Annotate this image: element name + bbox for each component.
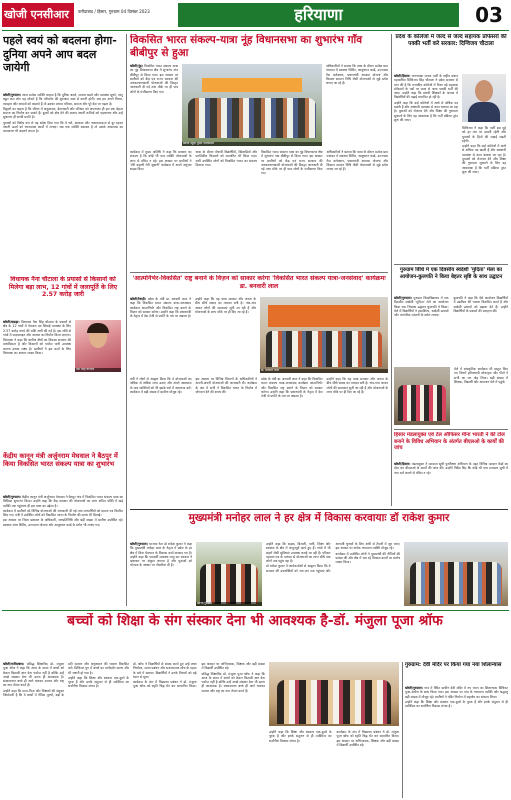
article-headline: प्रदेश के कॉलेजों में जल्द से जल्द सहायक प्रोफेसरों की पक्की भर्ती करे सरकार: दिग्विजय चौटाला (395, 34, 507, 47)
paragraph: विधायक नैना सिंह चौटाला के प्रयासों से क्षेत्र के 12 गांवों में पेयजल एवं सिंचाई व्यवस्था के लिए 2.57 करोड़ रुपये की राशि जारी की गई है। इस राशि से गांवों में पाइपलाइन और जलघर का निर्माण किया जाएगा। (3, 320, 71, 337)
bottom-photo-1 (269, 662, 399, 726)
article-body (405, 686, 508, 796)
article-mudita-mela (394, 267, 508, 427)
paragraph: प्रदेश के मंत्री डा. बनवारी लाल ने कहा कि विकसित भारत संकल्प यात्रा-जनसंवाद कार्यक्रम आत्मनिर्भर और विकसित राष्ट्र बनाने के विज़न को साकार करेगा। उन्होंने कहा कि प्रधानमंत्री के नेतृत्व में देश तेजी से प्रगति के पथ पर अग्रसर है। (130, 297, 192, 319)
article-body-lower (454, 367, 508, 425)
feature-photo-2 (404, 542, 508, 606)
paragraph: उन्होंने कहा कि माता-पिता और शिक्षकों की संयुक्त जिम्मेदारी है कि वे बच्चों में नैतिक मूल्यों, बड़ों के प्रति सम्मान और अनुशासन की भावना विकसित करें। डिजिटल युग में बच्चों का मार्गदर्शन करना और भी जरूरी हो गया है। (3, 662, 129, 698)
portrait-hair (87, 323, 109, 333)
paragraph: जननायक जनता पार्टी के राष्ट्रीय प्रधान महासचिव दिग्विजय सिंह चौटाला ने प्रदेश सरकार से मांग की है कि राजकीय कॉलेजों में रिक्त पड़े सहायक प्रोफेसरों के पदों पर जल्द से जल्द पक्की भर्ती की जाए। उन्होंने कहा कि स्थायी शिक्षकों के अभाव में विद्यार्थियों की पढ़ाई प्रभावित हो रही है। (394, 74, 458, 100)
section-rule (130, 272, 388, 273)
people-row (266, 331, 382, 367)
paragraph: कार्यक्रम के अंत में विद्यालय प्रबंधन ने डॉ. मंजुला पूजा श्रॉफ को स्मृति चिह्न भेंट कर सम्मानित किया। इस अवसर पर अभिभावक, शिक्षक और बड़ी संख्या में विद्यार्थी उपस्थित रहे। (336, 730, 399, 747)
dateline: खोजी/हिसार। (394, 462, 411, 466)
paragraph: उन्होंने कहा कि कई कॉलेजों में आधे से अधिक पद खाली हैं और अस्थायी व्यवस्था से काम चलाया जा रहा है। युवाओं को रोजगार देने और शिक्षा की गुणवत्ता सुधारने के लिए यह आवश्यक है कि भर्ती प्रक्रिया तुरंत शुरू की जाए। (462, 144, 506, 174)
paragraph: कार्यक्रम में उपस्थित लोगों ने मुख्यमंत्री की नीतियों की प्रशंसा की और क्षेत्र में चल रहे विकास कार्यों पर संतोष व्यक्त किया। (335, 551, 400, 565)
sub-body (130, 377, 388, 505)
bottom-right-story (405, 662, 508, 798)
paragraph: उन्होंने कहा कि कई कॉलेजों में आधे से अधिक पद खाली हैं और अस्थायी व्यवस्था से काम चलाया जा रहा है। युवाओं को रोजगार देने और शिक्षा की गुणवत्ता सुधारने के लिए यह आवश्यक है कि भर्ती प्रक्रिया तुरंत शुरू की जाए। (394, 100, 458, 122)
dateline: खोजी/गुरुग्राम। (394, 296, 412, 300)
article-headline: गुरुग्राम: देवी मंदिर पर किया गया नया शिलान्यास (405, 662, 502, 668)
section-title: हरियाणा (294, 5, 343, 24)
paragraph: प्रसिद्ध शिक्षाविद डॉ. मंजुला पूजा श्रॉफ ने कहा कि आज के समय में बच्चों को केवल किताबी ज्ञान देना पर्याप्त नहीं है बल्कि उन्हें अच्छे संस्कार देना भी उतना ही आवश्यक है। संस्कारवान बच्चे ही आगे चलकर समाज और राष्ट्र का नाम रोशन करते हैं। (201, 671, 265, 693)
portrait-photo (462, 74, 506, 122)
paragraph: उन्होंने कहा कि यह यात्रा सरकार और जनता के बीच सीधे संवाद का माध्यम बनी है। गांव-गांव जाकर लोगों की समस्याएं सुनी जा रही हैं और योजनाओं के लाभ मौके पर ही दिए जा रहे हैं। (195, 297, 256, 314)
paragraph: भाजपा नेता डॉ राकेश कुमार ने कहा कि मुख्यमंत्री मनोहर लाल के नेतृत्व में प्रदेश के हर क्षेत्र में बिना भेदभाव के विकास कार्य करवाए गए हैं। उन्होंने कहा कि पारदर्शी व्यवस्था लागू कर सरकार ने भ्रष्टाचार पर अंकुश लगाया है और युवाओं को योग्यता के आधार पर नौकरियां दी हैं। (130, 542, 192, 568)
paragraph: विधायक ने कहा कि ग्रामीण क्षेत्रों का विकास सरकार की प्राथमिकता है और किसानों को पर्याप्त पानी उपलब्ध कराना उनका लक्ष्य है। ग्रामीणों ने इस कार्य के लिए विधायक का आभार व्यक्त किया। (3, 338, 71, 356)
event-photo (260, 297, 388, 373)
dateline: खोजी/गुरुग्राम। (405, 686, 423, 690)
paragraph: विकसित भारत संकल्प यात्रा का नूंह विधानसभा क्षेत्र में शुभारंभ गांव बीबीपुर से किया गया। इस अवसर पर ग्रामीणों को केंद्र एवं राज्य सरकार की जनकल्याणकारी योजनाओं की विस्तृत जानकारी दी गई तथा मौके पर ही पात्र लोगों के पंजीकरण किए गए। (261, 150, 323, 176)
stage-backdrop (268, 305, 380, 327)
article-digvijay (394, 34, 508, 262)
portrait-face (475, 80, 493, 102)
section-rule (394, 429, 508, 430)
dateline: खोजी/बाढड़ा। (3, 320, 20, 324)
crowd-silhouette (188, 98, 316, 138)
feature-photo-1 (196, 542, 262, 606)
paragraph: उन्होंने कहा कि शिक्षा और संस्कार एक-दूसरे के पूरक हैं और इनके संतुलन से ही व्यक्तित्व का सर्वांगीण विकास संभव है। (405, 699, 508, 709)
dateline: खोजी/फरीदाबाद। (3, 662, 25, 666)
article-hisar-commissioner (394, 432, 508, 506)
column-rule (402, 662, 403, 798)
lead-body (130, 150, 388, 268)
paragraph: मेले में सांस्कृतिक कार्यक्रम भी प्रस्तुत किए गए जिनमें हरियाणवी लोकनृत्य और गीतों ने सभी का मन मोह लिया। बड़ी संख्या में शिक्षक, विद्यार्थी और आमजन मेले में पहुंचे। (454, 367, 508, 384)
photo-caption: नैना सिंह चौटाला (75, 368, 121, 372)
article-headline: पहले स्वयं को बदलना होगा-दुनिया अपने आप बदल जायेगी (3, 34, 117, 74)
portrait-body (468, 102, 500, 122)
article-body (3, 320, 71, 448)
paragraph: यात्रा के दौरान मेधावी विद्यार्थियों, खिलाड़ियों और प्रगतिशील किसानों को सम्मानित भी किया गया। सभी उपस्थित लोगों को विकसित भारत का संकल्प दिलाया गया। (195, 150, 257, 167)
article-body-right (462, 126, 506, 260)
paragraph: इस अवसर पर जिला प्रशासन के अधिकारी, जनप्रतिनिधि और बड़ी संख्या में ग्रामीण उपस्थित रहे। स्वास्थ्य जांच शिविर, उज्ज्वला योजना और आयुष्मान कार्ड के स्टॉल भी लगाए गए। (3, 518, 123, 527)
article-headline: हिसार मंडलायुक्त एवं टेल ऑफिसर मीना भारती ने की टोल बनाने के विविध अभियान के अंतर्गत बीएलओ के कार्यों की जांच (394, 432, 505, 452)
people-group (277, 680, 391, 724)
people-group (200, 564, 258, 604)
paragraph: इस अवसर पर विभिन्न विभागों के अधिकारियों ने अपनी-अपनी योजनाओं की जानकारी दी। कार्यक्रम के अंत में सभी ने विकसित भारत के निर्माण में योगदान देने की शपथ ली। (195, 377, 257, 394)
brand-name: खोजी एनसीआर (4, 8, 69, 21)
paragraph: कार्यक्रम में मुख्य अतिथि ने कहा कि सरकार का संकल्प है कि कोई भी पात्र व्यक्ति योजनाओं के लाभ से वंचित न रहे। इस अवसर पर ग्रामीणों ने 'मेरी कहानी मेरी जुबानी' कार्यक्रम में अपने अनुभव साझा किए। (130, 150, 192, 172)
lead-story (130, 34, 388, 270)
paragraph: आज प्रत्येक व्यक्ति चाहता है कि दुनिया बदले, समाज बदले और व्यवस्था सुधरे, परंतु बहुत कम लोग यह सोचते हैं कि परिवर्तन की शुरुआत स्वयं से करनी होगी। जब हम अपने विचार, व्यवहार और आदतों को बदलते हैं तो उसका प्रभाव परिवार, समाज और पूरे देश पर पड़ता है। (3, 93, 123, 106)
paragraph: डॉ राकेश कुमार ने कार्यकर्ताओं से आह्वान किया कि वे सरकार की उपलब्धियों को जन-जन तक पहुंचाएं और आगामी चुनावों के लिए अभी से तैयारी में जुट जाएं। इस अवसर पर अनेक गणमान्य व्यक्ति मौजूद रहे। (266, 542, 400, 573)
people-group (398, 385, 446, 421)
article-meghwal (3, 452, 123, 602)
article-self-change (3, 34, 123, 270)
sub-article (130, 275, 388, 507)
lead-side (326, 64, 388, 146)
article-headline: केंद्रीय कानून मंत्री अर्जुनराम मेघवाल ने बैठपुर में किया विकसित भारत संकल्प यात्रा का शुभारंभ (3, 452, 118, 468)
paragraph: कार्यक्रम में ग्रामीणों को विभिन्न योजनाओं की जानकारी दी गई तथा लाभार्थियों को प्रमाण पत्र वितरित किए गए। मंत्री ने उपस्थित लोगों को विकसित भारत के निर्माण की शपथ भी दिलाई। (3, 508, 123, 518)
paragraph: मंडलायुक्त ने मतदाता सूची पुनरीक्षण अभियान के तहत विभिन्न मतदान केंद्रों का दौरा कर बीएलओ के कार्यों की जांच की। उन्होंने निर्देश दिए कि कोई भी पात्र मतदाता सूची में नाम दर्ज कराने से वंचित न रहे। (394, 462, 508, 475)
article-body (394, 296, 508, 364)
masthead-rule (2, 30, 509, 31)
paragraph: कार्यक्रम के अंत में विद्यालय प्रबंधन ने डॉ. मंजुला पूजा श्रॉफ को स्मृति चिह्न भेंट कर सम्मानित किया। इस अवसर पर अभिभावक, शिक्षक और बड़ी संख्या में विद्यार्थी उपस्थित रहे। (133, 662, 265, 689)
column-rule (391, 34, 392, 506)
section-rule (2, 610, 509, 611)
photo-caption: खोजी/गुरुग्राम (196, 602, 262, 606)
paragraph: विद्वानों का कहना है कि जीवन में अनुशासन, ईमानदारी और परिश्रम को अपनाकर ही हम एक बेहतर समाज का निर्माण कर सकते हैं। दूसरों को दोष देने की बजाय अपनी कमियों को पहचानना और उन्हें सुधारना ही सच्ची प्रगति है। (3, 106, 123, 120)
bottom-col-1 (3, 662, 129, 798)
photo-caption: डा. बनवारी लाल (260, 369, 388, 373)
feature-headline: मुख्यमंत्री मनोहर लाल ने हर क्षेत्र में विकास करवायाः डॉ राकेश कुमार (188, 512, 450, 524)
article-naina-chautala (3, 276, 123, 448)
paragraph: अधिकारियों ने बताया कि यात्रा के दौरान प्रत्येक ग्राम पंचायत में स्वास्थ्य शिविर, आयुष्मान कार्ड, उज्ज्वला गैस कनेक्शन, प्रधानमंत्री आवास योजना और किसान सम्मान निधि जैसी योजनाओं से जुड़े स्टॉल लगाए जा रहे हैं। (326, 64, 388, 86)
feature-col-1 (130, 542, 192, 606)
people-group (410, 562, 502, 604)
paragraph: कुलपति ने कहा कि ऐसे आयोजन विद्यार्थियों में उद्यमिता की भावना विकसित करते हैं और स्वदेशी उत्पादों को बढ़ावा देते हैं। उन्होंने विद्यार्थियों के प्रयासों की सराहना की। (453, 296, 508, 313)
issue-date: फरीदाबाद / हिसार, गुरुग्राम 04 दिसंबर 2023 (78, 9, 150, 14)
dateline: खोजी/नूंह। (130, 64, 143, 68)
feature-body-mid (266, 542, 400, 606)
paragraph: गांव में स्थित प्राचीन देवी मंदिर में नए भवन का शिलान्यास विधिवत पूजा-अर्चना के साथ किया गया। इस अवसर पर गांव के गणमान्य व्यक्ति और श्रद्धालु बड़ी संख्या में मौजूद रहे। ग्रामीणों ने मंदिर निर्माण में सहयोग का संकल्प लिया। (405, 686, 508, 699)
bottom-headline: बच्चों को शिक्षा के संग संस्कार देना भी आवश्यक है-डॉ. मंजुला पूजा श्रॉफ (67, 613, 443, 629)
paragraph: अधिकारियों ने बताया कि यात्रा के दौरान प्रत्येक ग्राम पंचायत में स्वास्थ्य शिविर, आयुष्मान कार्ड, उज्ज्वला गैस कनेक्शन, प्रधानमंत्री आवास योजना और किसान सम्मान निधि जैसी योजनाओं से जुड़े स्टॉल लगाए जा रहे हैं। (326, 150, 388, 172)
paragraph: मंत्री ने लोगों से आह्वान किया कि वे योजनाओं का अधिक से अधिक लाभ उठाएं और अपने आसपास के पात्र व्यक्तियों को भी इसके बारे में जागरूक करें। कार्यक्रम में बड़ी संख्या में ग्रामीण मौजूद रहे। (130, 377, 192, 394)
feature-body-area (130, 542, 508, 606)
paragraph: प्रसिद्ध शिक्षाविद डॉ. मंजुला पूजा श्रॉफ ने कहा कि आज के समय में बच्चों को केवल किताबी ज्ञान देना पर्याप्त नहीं है बल्कि उन्हें अच्छे संस्कार देना भी उतना ही आवश्यक है। संस्कारवान बच्चे ही आगे चलकर समाज और राष्ट्र का नाम रोशन करते हैं। (3, 662, 64, 688)
photo-caption: खोजी यहूदा मुसेन नीलकमल (182, 142, 322, 146)
article-body (394, 74, 458, 260)
dateline: खोजी/गुरुग्राम। (3, 93, 21, 97)
bottom-col-2 (133, 662, 265, 798)
mela-photo (394, 367, 450, 425)
lead-intro (130, 64, 178, 146)
article-headline: विधायक नैना चौटाला के प्रयासों से किसानों को मिलेगा बड़ा लाभ, 12 गांवों में जलापूर्ति के लिए 2.57 करोड़ जारी (8, 276, 118, 299)
bottom-story (3, 662, 399, 798)
dateline: खोजी/रेवाड़ी। (130, 297, 146, 301)
sub-body-left (130, 297, 256, 373)
article-body (3, 93, 123, 269)
article-body (394, 462, 508, 504)
paragraph: उन्होंने कहा कि यह यात्रा सरकार और जनता के बीच सीधे संवाद का माध्यम बनी है। गांव-गांव जाकर लोगों की समस्याएं सुनी जा रही हैं और योजनाओं के लाभ मौके पर ही दिए जा रहे हैं। (326, 377, 388, 394)
lead-photo (182, 64, 322, 146)
paragraph: डॉ. श्रॉफ ने विद्यार्थियों से संवाद करते हुए उन्हें लक्ष्य निर्धारण, समय प्रबंधन और सकारात्मक सोच के महत्व के बारे में बताया। विद्यार्थियों ने उनके विचारों को बड़े ध्यान से सुना। (133, 662, 197, 679)
paragraph: केंद्रीय कानून मंत्री अर्जुनराम मेघवाल ने बैठपुर गांव में विकसित भारत संकल्प यात्रा का विधिवत शुभारंभ किया। उन्होंने कहा कि केंद्र सरकार की योजनाओं का लाभ अंतिम पंक्ति में खड़े व्यक्ति तक पहुंचाना ही इस यात्रा का उद्देश्य है। (3, 495, 123, 508)
paragraph: विकसित भारत संकल्प यात्रा का नूंह विधानसभा क्षेत्र में शुभारंभ गांव बीबीपुर से किया गया। इस अवसर पर ग्रामीणों को केंद्र एवं राज्य सरकार की जनकल्याणकारी योजनाओं की विस्तृत जानकारी दी गई तथा मौके पर ही पात्र लोगों के पंजीकरण किए गए। (130, 64, 178, 94)
sub-headline: 'आत्मनिर्भर-विकसित' राष्ट्र बनाने के विज़न को साकार करेगा 'विकसित भारत संकल्प यात्रा-जनसंवाद' कार्यक्रमः डा. बनवारी लाल (132, 275, 386, 290)
paragraph: दिग्विजय ने कहा कि पार्टी इस मुद्दे को हर मंच पर उठाती रहेगी और युवाओं के हितों की लड़ाई लड़ती रहेगी। (462, 126, 506, 143)
paragraph: युवाओं को विशेष रूप से यह संदेश दिया गया कि वे नशे, आलस्य और नकारात्मकता से दूर रहकर अपनी ऊर्जा को रचनात्मक कार्यों में लगाएं। जब एक व्यक्ति बदलता है तो उसके आसपास का वातावरण भी बदलने लगता है। (3, 120, 123, 134)
column-rule (126, 34, 127, 606)
lead-headline: विकसित भारत संकल्प-यात्रा नूंह विधानसभा का शुभारंभ गाँव बीबीपुर से हुआ (130, 34, 363, 59)
paragraph: उन्होंने कहा कि सड़क, बिजली, पानी, शिक्षा और स्वास्थ्य के क्षेत्र में अभूतपूर्व कार्य हुए हैं। गांवों में भी शहरों जैसी सुविधाएं उपलब्ध कराई जा रही हैं। परिवार पहचान पत्र के माध्यम से योजनाओं का लाभ सीधे पात्र लोगों तक पहुंच रहा है। (266, 542, 331, 564)
dateline: खोजी/गुरुग्राम। (3, 495, 21, 499)
bottom-col-3 (269, 730, 399, 798)
section-rule (394, 264, 508, 265)
masthead (0, 0, 511, 32)
page-number: 03 (475, 3, 503, 27)
portrait-photo (75, 320, 121, 372)
banner (202, 78, 302, 92)
article-body (3, 495, 123, 601)
paragraph: उन्होंने कहा कि शिक्षा और संस्कार एक-दूसरे के पूरक हैं और इनके संतुलन से ही व्यक्तित्व का सर्वांगीण विकास संभव है। (68, 675, 129, 689)
paragraph: उन्होंने कहा कि शिक्षा और संस्कार एक-दूसरे के पूरक हैं और इनके संतुलन से ही व्यक्तित्व का सर्वांगीण विकास संभव है। (269, 730, 332, 743)
paragraph: गुरुग्राम विश्वविद्यालय में एक दिवसीय स्वदेशी 'मुदिता' मेले का आयोजन किया गया जिसका उद्घाटन कुलपति ने किया। मेले में विद्यार्थियों ने हस्तशिल्प, स्वदेशी उत्पादों और पारंपरिक व्यंजनों के स्टॉल लगाए। (394, 296, 449, 318)
dateline: खोजी/गुरुग्राम। (130, 542, 148, 546)
dateline: खोजी/हिसार। (394, 74, 411, 78)
article-headline: गुरुग्राम विधि में एक दिवसीय स्वदेशी 'मुदिता' मेला का आयोजन-कुलपति ने किया बेहतर सृष्टि के साथ उद्घाटन (399, 267, 503, 280)
section-rule (130, 509, 508, 510)
paragraph: प्रदेश के मंत्री डा. बनवारी लाल ने कहा कि विकसित भारत संकल्प यात्रा-जनसंवाद कार्यक्रम आत्मनिर्भर और विकसित राष्ट्र बनाने के विज़न को साकार करेगा। उन्होंने कहा कि प्रधानमंत्री के नेतृत्व में देश तेजी से प्रगति के पथ पर अग्रसर है। (261, 377, 323, 399)
